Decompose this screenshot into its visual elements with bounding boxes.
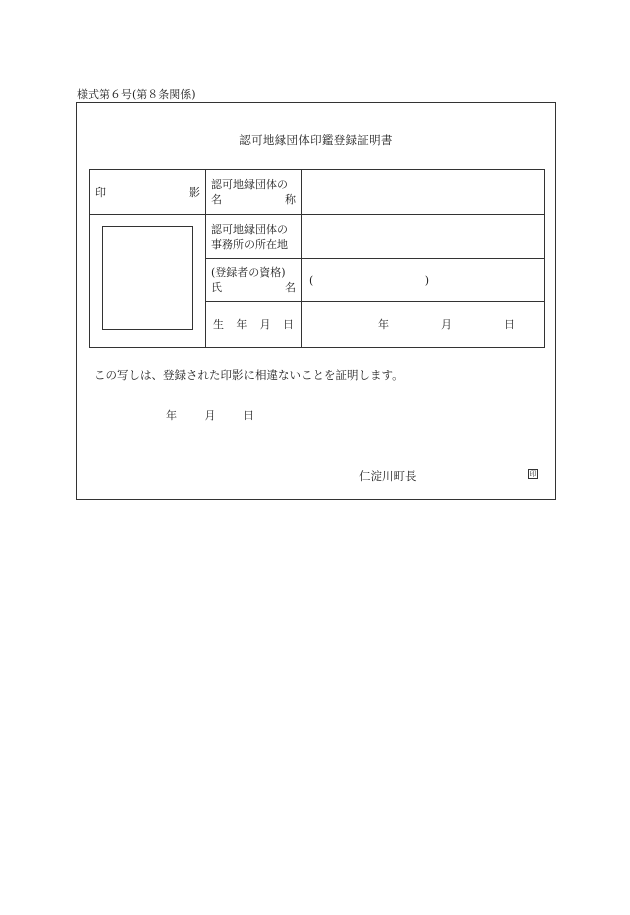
registration-table	[89, 169, 545, 348]
paren-close: )	[424, 273, 429, 287]
form-number: 様式第６号(第８条関係)	[77, 88, 196, 101]
birthdate-month-unit: 月	[441, 318, 452, 331]
name-label-line1: 認可地縁団体の	[211, 178, 288, 191]
name-value-cell	[302, 170, 545, 215]
office-label-cell	[206, 215, 302, 259]
registrant-label-char-2: 名	[285, 281, 296, 294]
birthdate-label-char-1: 生	[213, 318, 224, 331]
registrant-label-line1: (登録者の資格)	[211, 266, 286, 279]
birthdate-label	[211, 317, 296, 332]
seal-impression-cell	[90, 215, 206, 348]
registrant-label-char-1: 氏	[211, 281, 222, 294]
certification-statement: この写しは、登録された印影に相違ないことを証明します。	[94, 368, 404, 382]
official-seal-icon: 印	[529, 470, 537, 478]
birthdate-label-cell	[206, 302, 302, 348]
birthdate-label-char-3: 月	[259, 318, 271, 331]
registrant-label-cell	[206, 259, 302, 302]
name-label-line2	[211, 192, 296, 207]
document-title: 認可地縁団体印鑑登録証明書	[239, 133, 393, 147]
birthdate-label-char-2: 年	[236, 318, 248, 331]
table-row-name	[90, 170, 545, 215]
name-label-cell	[206, 170, 302, 215]
name-label-char-1: 名	[211, 193, 222, 206]
birthdate-value-cell	[302, 302, 545, 348]
issue-day-unit: 日	[243, 409, 254, 422]
qualification-parens	[307, 273, 429, 288]
seal-impression-box	[102, 226, 193, 330]
registrant-value-cell	[302, 259, 545, 302]
issuer-title: 仁淀川町長	[359, 469, 417, 483]
certificate-frame	[76, 102, 556, 500]
office-label-line2: 事務所の所在地	[211, 237, 288, 251]
issue-month-unit: 月	[204, 409, 216, 422]
name-label-char-2: 称	[285, 193, 296, 206]
issue-year-unit: 年	[166, 409, 177, 422]
birthdate-day-unit: 日	[504, 318, 515, 331]
birthdate-label-char-4: 日	[282, 318, 294, 331]
issue-date	[166, 407, 254, 423]
paren-open: (	[309, 273, 314, 287]
photo-header-char-1: 印	[95, 185, 106, 199]
registrant-label-line2	[211, 280, 296, 295]
birthdate-units	[307, 317, 539, 332]
office-value-cell	[302, 215, 545, 259]
table-row-office	[90, 215, 545, 259]
birthdate-year-unit: 年	[378, 318, 389, 331]
photo-header-char-2: 影	[189, 185, 200, 199]
photo-header-cell	[90, 170, 206, 215]
office-label-line1: 認可地縁団体の	[211, 222, 288, 236]
